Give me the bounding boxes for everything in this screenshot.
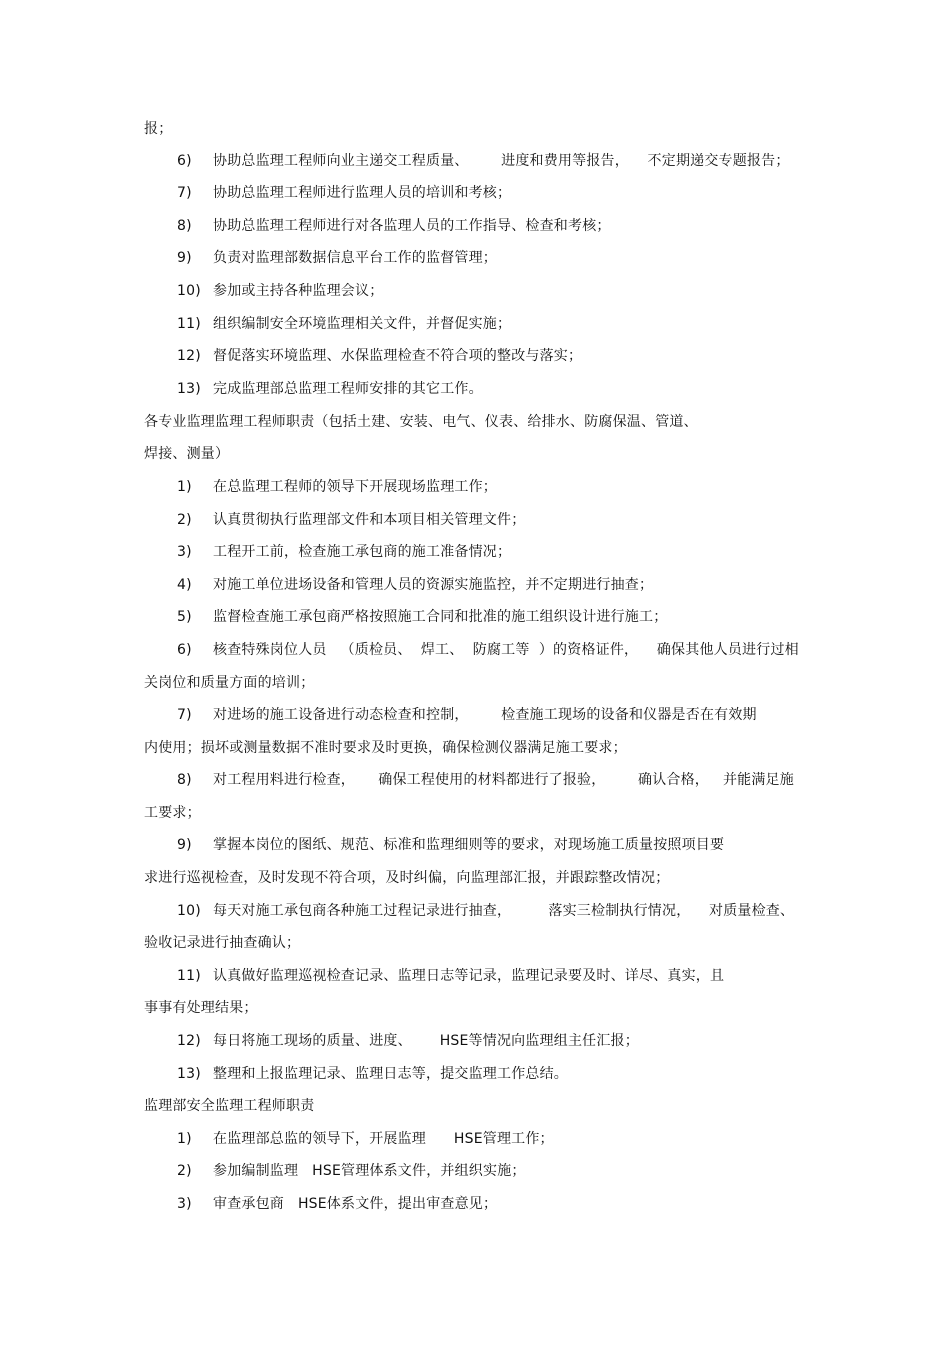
line-text: 工程开工前，检查施工承包商的施工准备情况； [213, 544, 512, 560]
text-line [177, 1162, 526, 1180]
text-line [144, 999, 258, 1017]
text-line [177, 608, 667, 626]
text-line [144, 674, 314, 692]
list-number: 9) [177, 837, 192, 853]
line-text: 参加或主持各种监理会议； [213, 283, 384, 299]
line-text: 每日将施工现场的质量、进度、 HSE等情况向监理组主任汇报； [213, 1033, 639, 1049]
text-line [177, 576, 653, 594]
text-line [177, 543, 511, 561]
line-text: 求进行巡视检查，及时发现不符合项，及时纠偏，向监理部汇报，并跟踪整改情况； [144, 870, 670, 886]
list-number: 1) [177, 1131, 192, 1147]
line-text: 各专业监理监理工程师职责（包括土建、安装、电气、仪表、给排水、防腐保温、管道、 [144, 414, 698, 430]
list-number: 9) [177, 250, 192, 266]
list-number: 10) [177, 903, 201, 919]
line-text: 认真贯彻执行监理部文件和本项目相关管理文件； [213, 512, 526, 528]
line-text: 内使用；损坏或测量数据不准时要求及时更换，确保检测仪器满足施工要求； [144, 740, 627, 756]
list-number: 7) [177, 707, 192, 723]
list-number: 3) [177, 544, 192, 560]
line-text: 监理部安全监理工程师职责 [144, 1098, 315, 1114]
list-number: 2) [177, 1163, 192, 1179]
text-line [144, 445, 229, 463]
text-line [177, 967, 724, 985]
list-number: 6) [177, 153, 192, 169]
text-line [177, 478, 497, 496]
text-line [177, 511, 525, 529]
text-line [144, 804, 201, 822]
text-line [177, 282, 383, 300]
list-number: 6) [177, 642, 192, 658]
line-text: 对进场的施工设备进行动态检查和控制， 检查施工现场的设备和仪器是否在有效期 [213, 707, 757, 723]
line-text: 掌握本岗位的图纸、规范、标准和监理细则等的要求，对现场施工质量按照项目要 [213, 837, 725, 853]
text-line [177, 380, 483, 398]
line-text: 在总监理工程师的领导下开展现场监理工作； [213, 479, 497, 495]
text-line [177, 1065, 568, 1083]
text-line [177, 706, 757, 724]
text-line [177, 1195, 497, 1213]
line-text: 报； [144, 121, 173, 137]
list-number: 2) [177, 512, 192, 528]
list-number: 11) [177, 316, 201, 332]
list-number: 11) [177, 968, 201, 984]
line-text: 监督检查施工承包商严格按照施工合同和批准的施工组织设计进行施工； [213, 609, 668, 625]
text-line [177, 184, 511, 202]
list-number: 3) [177, 1196, 192, 1212]
text-line [144, 934, 300, 952]
text-line [177, 1032, 639, 1050]
line-text: 每天对施工承包商各种施工过程记录进行抽查， 落实三检制执行情况， 对质量检查、 [213, 903, 795, 919]
line-text: 完成监理部总监理工程师安排的其它工作。 [213, 381, 483, 397]
line-text: 事事有处理结果； [144, 1000, 258, 1016]
line-text: 协助总监理工程师进行对各监理人员的工作指导、检查和考核； [213, 218, 611, 234]
line-text: 组织编制安全环境监理相关文件，并督促实施； [213, 316, 512, 332]
line-text: 认真做好监理巡视检查记录、监理日志等记录，监理记录要及时、详尽、真实，且 [213, 968, 725, 984]
text-line [177, 902, 794, 920]
text-line [144, 1097, 314, 1115]
line-text: 参加编制监理 HSE管理体系文件，并组织实施； [213, 1163, 526, 1179]
text-line [177, 249, 497, 267]
line-text: 协助总监理工程师向业主递交工程质量、 进度和费用等报告， 不定期递交专题报告； [213, 153, 790, 169]
list-number: 10) [177, 283, 201, 299]
line-text: 关岗位和质量方面的培训； [144, 675, 315, 691]
list-number: 13) [177, 1066, 201, 1082]
list-number: 7) [177, 185, 192, 201]
list-number: 12) [177, 1033, 201, 1049]
list-number: 4) [177, 577, 192, 593]
text-line [177, 1130, 554, 1148]
list-number: 8) [177, 772, 192, 788]
line-text: 审查承包商 HSE体系文件，提出审查意见； [213, 1196, 498, 1212]
line-text: 对工程用料进行检查， 确保工程使用的材料都进行了报验， 确认合格， 并能满足施 [213, 772, 794, 788]
line-text: 负责对监理部数据信息平台工作的监督管理； [213, 250, 497, 266]
line-text: 督促落实环境监理、水保监理检查不符合项的整改与落实； [213, 348, 583, 364]
list-number: 1) [177, 479, 192, 495]
list-number: 12) [177, 348, 201, 364]
list-number: 13) [177, 381, 201, 397]
line-text: 协助总监理工程师进行监理人员的培训和考核； [213, 185, 512, 201]
list-number: 8) [177, 218, 192, 234]
text-line [177, 152, 790, 170]
text-line [144, 869, 669, 887]
text-line [177, 836, 724, 854]
text-line [177, 315, 511, 333]
text-line [177, 641, 799, 659]
line-text: 核查特殊岗位人员 （质检员、 焊工、 防腐工等 ）的资格证件， 确保其他人员进行过相 [213, 642, 799, 658]
line-text: 在监理部总监的领导下，开展监理 HSE管理工作； [213, 1131, 554, 1147]
list-number: 5) [177, 609, 192, 625]
text-line [144, 739, 627, 757]
text-line [144, 120, 172, 138]
text-line [177, 771, 794, 789]
text-line [144, 413, 698, 431]
line-text: 整理和上报监理记录、监理日志等，提交监理工作总结。 [213, 1066, 568, 1082]
line-text: 对施工单位进场设备和管理人员的资源实施监控，并不定期进行抽查； [213, 577, 654, 593]
line-text: 焊接、测量） [144, 446, 230, 462]
line-text: 验收记录进行抽查确认； [144, 935, 301, 951]
text-line [177, 347, 582, 365]
line-text: 工要求； [144, 805, 201, 821]
text-line [177, 217, 611, 235]
